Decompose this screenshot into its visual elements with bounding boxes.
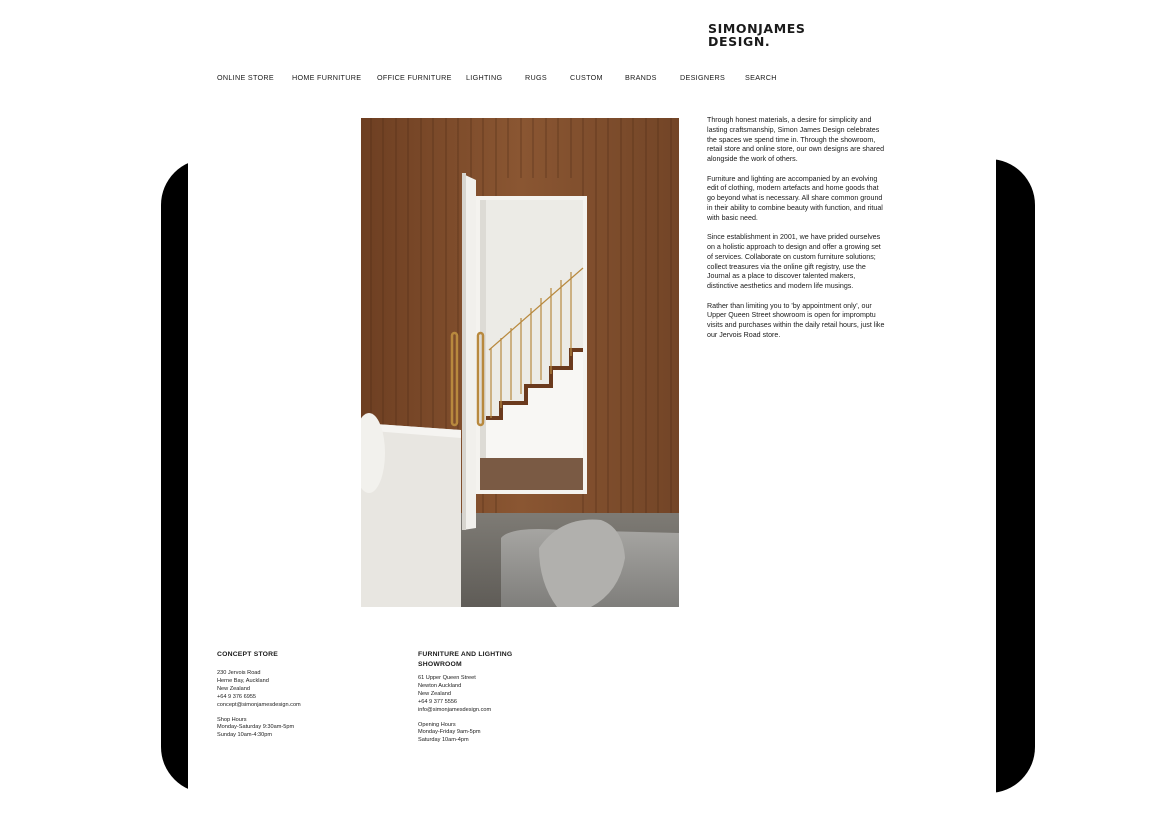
store-phone[interactable]: +64 9 376 6955 (217, 693, 257, 700)
interior-photo (361, 118, 679, 607)
store-title: CONCEPT STORE (217, 651, 279, 658)
store-hours-label: Opening Hours (418, 721, 456, 728)
intro-paragraph: Rather than limiting you to 'by appointment only', our Upper Queen Street showroom is open for impromptu visits and purchases within the daily retail hours, just like our Jervois Road store. (707, 301, 885, 339)
store-address-line: New Zealand (217, 685, 250, 692)
store-hours-line: Monday-Saturday 9:30am-5pm (217, 724, 295, 731)
store-hours-label: Shop Hours (217, 716, 247, 723)
store-address-line: 61 Upper Queen Street (418, 675, 476, 681)
hero-image (361, 118, 679, 607)
nav-office-furniture[interactable]: OFFICE FURNITURE (377, 73, 452, 82)
nav-custom[interactable]: CUSTOM (570, 73, 603, 82)
nav-lighting[interactable]: LIGHTING (466, 73, 503, 82)
intro-paragraph: Furniture and lighting are accompanied by an evolving edit of clothing, modern artefacts and home goods that go beyond what is necessary. All share common ground in their ability to combine beauty with function, and ritual with basic need. (707, 174, 883, 222)
store-hours-line: Monday-Friday 9am-5pm (418, 729, 481, 736)
site-logo[interactable] (708, 22, 806, 48)
showroom-store (418, 650, 512, 745)
store-address-line: 230 Jervois Road (217, 670, 261, 676)
store-hours-line: Sunday 10am-4:30pm (217, 732, 273, 739)
logo-line-2: DESIGN. (708, 34, 771, 49)
nav-search[interactable]: SEARCH (745, 73, 777, 82)
store-title (418, 650, 512, 670)
store-address-line: Herne Bay, Auckland (217, 677, 269, 684)
intro-paragraph: Since establishment in 2001, we have prided ourselves on a holistic approach to design and offer a growing set of services. Collaborate on custom furniture solutions; collect treasures via the online gift registry, use the Journal as a place to discover talented makers, distinctive aesthetics and modern life musings. (707, 233, 881, 291)
main-nav (0, 73, 1165, 85)
nav-brands[interactable]: BRANDS (625, 73, 657, 82)
logo-line-1: SIMONJAMES (708, 21, 806, 36)
store-title-line: FURNITURE AND LIGHTING (418, 651, 513, 658)
store-email[interactable]: concept@simonjamesdesign.com (217, 701, 301, 708)
intro-paragraph: Through honest materials, a desire for simplicity and lasting craftsmanship, Simon James Design celebrates the spaces we spend time in. Through the showroom, retail store and online store, our own designs are shared alongside the work of others. (707, 116, 885, 164)
store-title-line: SHOWROOM (418, 661, 462, 668)
nav-rugs[interactable]: RUGS (525, 73, 547, 82)
nav-home-furniture[interactable]: HOME FURNITURE (292, 73, 362, 82)
concept-store (217, 650, 301, 740)
store-hours-line: Saturday 10am-4pm (418, 737, 469, 744)
store-phone[interactable]: +64 9 377 5556 (418, 698, 458, 705)
nav-online-store[interactable]: ONLINE STORE (217, 73, 274, 82)
store-address-line: Newton Auckland (418, 682, 462, 689)
store-address-line: New Zealand (418, 690, 451, 697)
nav-designers[interactable]: DESIGNERS (680, 73, 726, 82)
store-email[interactable]: info@simonjamesdesign.com (418, 706, 492, 713)
intro-text (707, 116, 885, 350)
